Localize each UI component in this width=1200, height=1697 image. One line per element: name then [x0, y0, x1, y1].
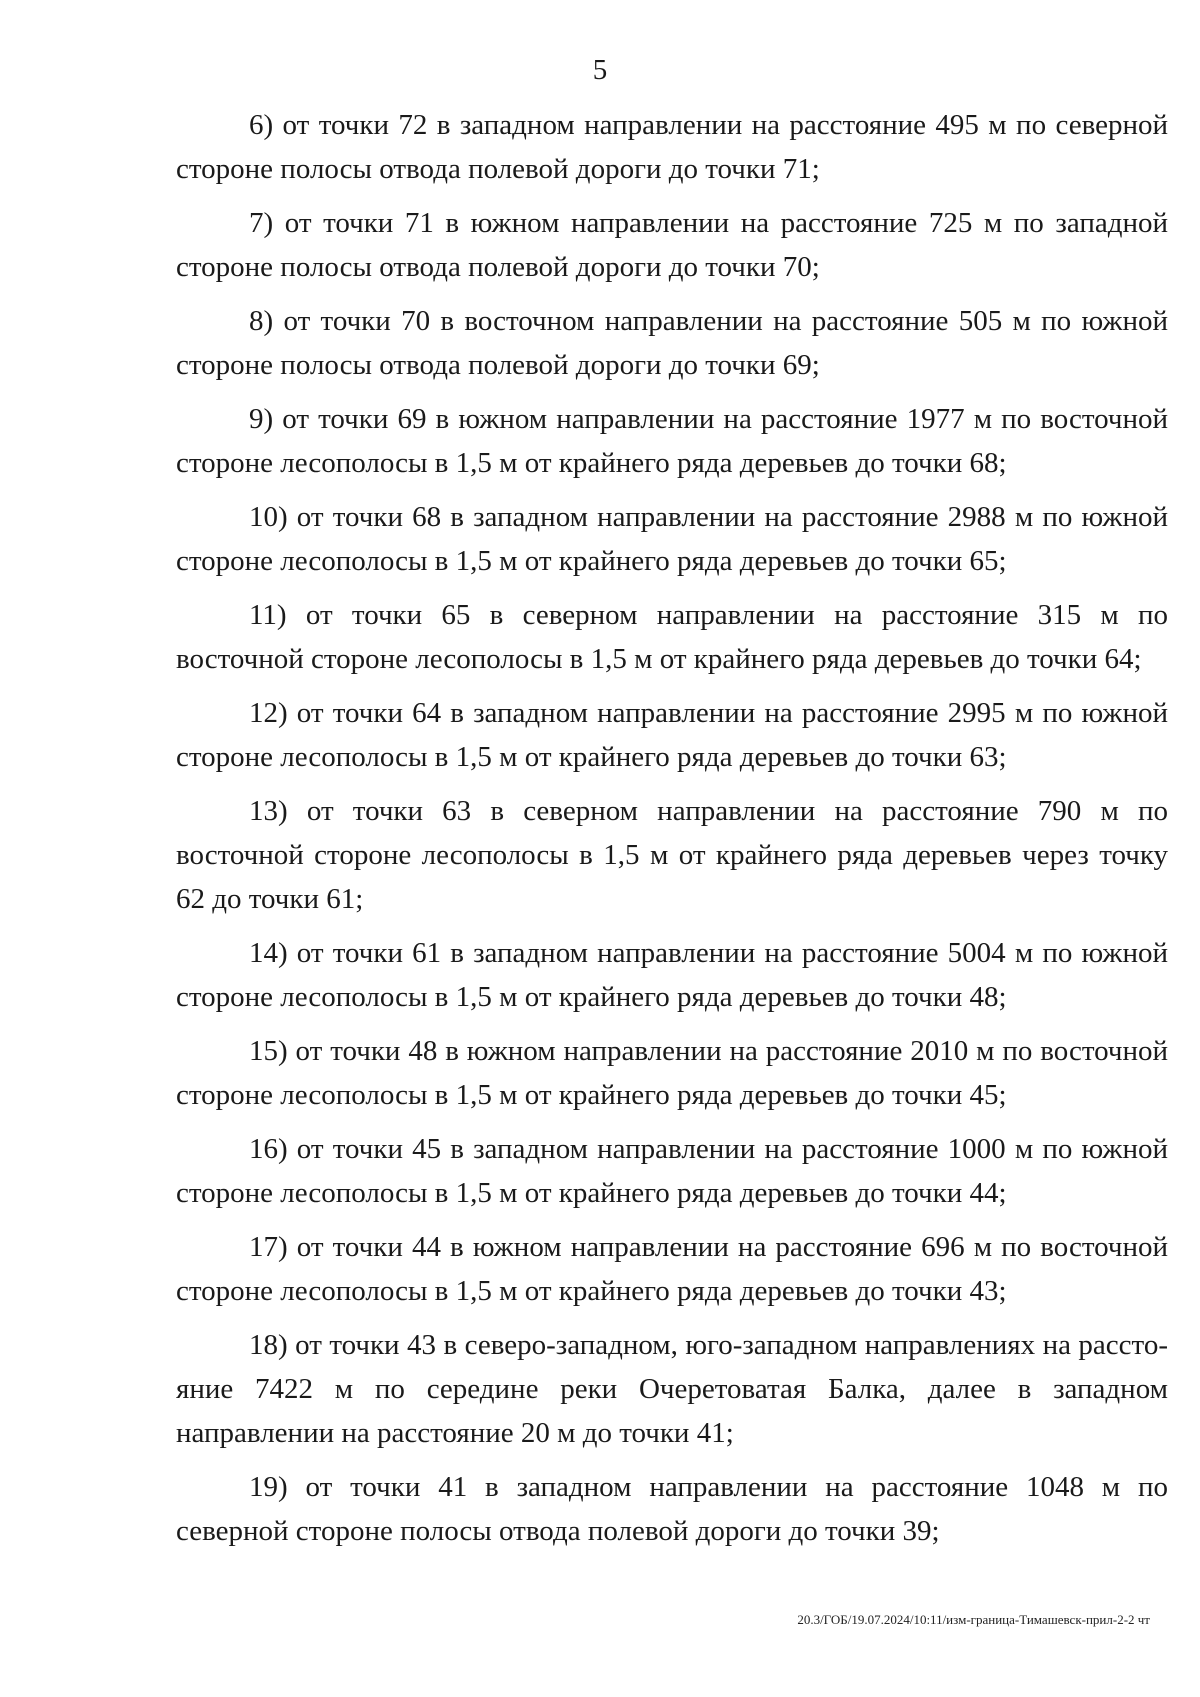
paragraph-item-6: 6) от точки 72 в западном направлении на расстояние 495 м по северной стороне полосы отвода полевой дороги до точки 71;: [176, 109, 1168, 185]
paragraph-item-7: 7) от точки 71 в южном направлении на расстояние 725 м по западной стороне полосы отвода полевой дороги до точки 70;: [176, 207, 1168, 283]
document-body: [176, 103, 1168, 1563]
paragraph-item-18: 18) от точки 43 в северо-западном, юго-западном направлениях на расстояние 7422 м по середине реки Очеретоватая Балка, далее в западном направлении на расстояние 20 м до точки 41;: [176, 1329, 1168, 1449]
paragraph-item-17: 17) от точки 44 в южном направлении на расстояние 696 м по восточной стороне лесополосы в 1,5 м от крайнего ряда деревьев до точки 43;: [176, 1231, 1168, 1307]
paragraph-item-10: 10) от точки 68 в западном направлении на расстояние 2988 м по южной стороне лесополосы в 1,5 м от крайнего ряда деревьев до точки 65;: [176, 501, 1168, 577]
paragraph-item-15: 15) от точки 48 в южном направлении на расстояние 2010 м по восточной стороне лесополосы в 1,5 м от крайнего ряда деревьев до точки 45;: [176, 1035, 1168, 1111]
paragraph-item-16: 16) от точки 45 в западном направлении на расстояние 1000 м по южной стороне лесополосы в 1,5 м от крайнего ряда деревьев до точки 44;: [176, 1133, 1168, 1209]
paragraph-item-12: 12) от точки 64 в западном направлении на расстояние 2995 м по южной стороне лесополосы в 1,5 м от крайнего ряда деревьев до точки 63;: [176, 697, 1168, 773]
paragraph-item-13: 13) от точки 63 в северном направлении на расстояние 790 м по восточной стороне лесополосы в 1,5 м от крайнего ряда деревьев через точку 62 до точки 61;: [176, 795, 1168, 915]
paragraph-item-11: 11) от точки 65 в северном направлении на расстояние 315 м по восточной стороне лесополосы в 1,5 м от крайнего ряда деревьев до точки 64;: [176, 599, 1168, 675]
paragraph-item-9: 9) от точки 69 в южном направлении на расстояние 1977 м по восточной стороне лесополосы в 1,5 м от крайнего ряда деревьев до точки 68;: [176, 403, 1168, 479]
document-footer-id: 20.3/ГОБ/19.07.2024/10:11/изм-граница-Тимашевск-прил-2-2 чт: [797, 1612, 1150, 1627]
paragraph-item-19: 19) от точки 41 в западном направлении на расстояние 1048 м по северной стороне полосы отвода полевой дороги до точки 39;: [176, 1471, 1168, 1547]
paragraph-item-14: 14) от точки 61 в западном направлении на расстояние 5004 м по южной стороне лесополосы в 1,5 м от крайнего ряда деревьев до точки 48;: [176, 937, 1168, 1013]
page-number: 5: [592, 54, 608, 86]
paragraph-item-8: 8) от точки 70 в восточном направлении на расстояние 505 м по южной стороне полосы отвода полевой дороги до точки 69;: [176, 305, 1168, 381]
